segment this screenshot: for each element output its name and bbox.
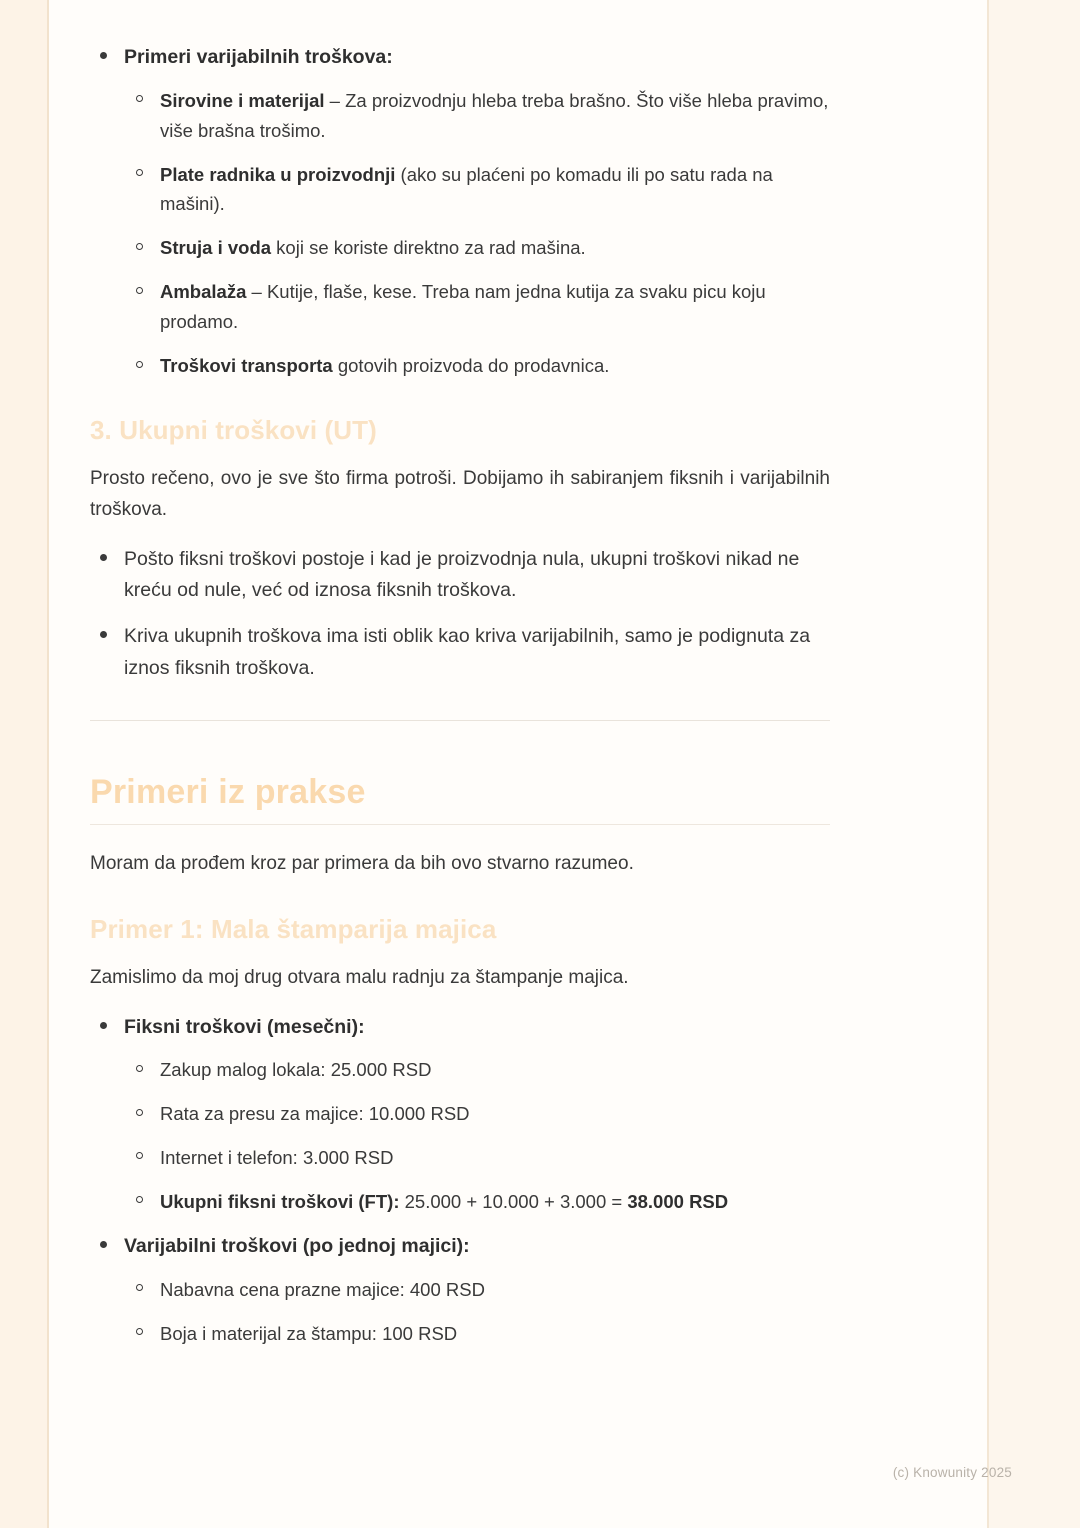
bullet-icon [100,1022,107,1029]
example1-heading: Primer 1: Mala štamparija majica [90,913,497,944]
watermark: (c) Knowunity 2025 [892,1465,1012,1480]
item-text: Internet i telefon: 3.000 RSD [160,1147,394,1169]
circle-bullet-icon [136,1196,143,1203]
page-right-rule [987,0,989,1528]
list-item [124,1099,830,1129]
item-text: Kriva ukupnih troškova ima isti oblik kao kriva varijabilnih, samo je podignuta za iznos fiksnih troškova. [124,625,811,679]
section-divider [90,720,830,721]
item-term: Ambalaža [160,281,247,303]
circle-bullet-icon [136,243,143,250]
item-text: 25.000 + 10.000 + 3.000 = [399,1191,628,1213]
fixed-costs-heading: Fiksni troškovi (mesečni): [124,1015,365,1038]
list-item [124,351,830,381]
item-term: Struja i voda [160,237,272,259]
list-item [124,1275,830,1305]
example1-paragraph: Zamislimo da moj drug otvara malu radnju za štampanje majica. [90,966,629,988]
item-term: Sirovine i materijal [160,89,325,111]
circle-bullet-icon [136,1152,143,1159]
page-left-margin [0,0,48,1528]
item-text: Pošto fiksni troškovi postoje i kad je proizvodnja nula, ukupni troškovi nikad ne kreću od nule, već od iznosa fiksnih troškova. [124,547,800,602]
circle-bullet-icon [136,169,143,176]
list-item [124,1055,830,1085]
list-item [124,277,830,337]
circle-bullet-icon [136,95,143,102]
variable-costs-list [90,42,830,381]
item-text: Rata za presu za majice: 10.000 RSD [160,1103,470,1125]
list-item [124,1187,830,1217]
item-text: – Kutije, flaše, kese. Treba nam jedna kutija za svaku picu koju prodamo. [160,281,766,333]
example1-cost-lists [90,1012,830,1349]
item-term: Troškovi transporta [160,355,333,377]
circle-bullet-icon [136,1065,143,1072]
bullet-icon [100,554,107,561]
item-text: Nabavna cena prazne majice: 400 RSD [160,1278,485,1300]
page-right-margin [988,0,1080,1528]
bullet-icon [100,631,107,638]
circle-bullet-icon [136,1284,143,1291]
practice-heading-underline [90,824,830,825]
circle-bullet-icon [136,1328,143,1335]
item-total: 38.000 RSD [627,1191,729,1213]
list-item [90,621,830,684]
item-text: – Za proizvodnju hleba treba brašno. Što više hleba pravimo, više brašna trošimo. [160,89,829,141]
list-item [124,1143,830,1173]
item-text: gotovih proizvoda do prodavnica. [332,355,610,377]
list-item [90,1231,830,1349]
item-text: koji se koriste direktno za rad mašina. [271,237,586,259]
bullet-icon [100,52,107,59]
document-content [90,42,830,1363]
variable-unit-sublist [124,1275,830,1349]
list-item [124,86,830,146]
page-left-rule [47,0,49,1528]
list-item [124,233,830,263]
item-text: (ako su plaćeni po komadu ili po satu rada na mašini). [160,163,773,215]
circle-bullet-icon [136,287,143,294]
circle-bullet-icon [136,1109,143,1116]
list-item [124,160,830,220]
item-text: Boja i materijal za štampu: 100 RSD [160,1322,458,1344]
list-item [90,544,830,607]
list-item [90,1012,830,1217]
variable-costs-heading: Primeri varijabilnih troškova: [124,46,393,68]
variable-costs-sublist [124,86,830,382]
total-costs-list [90,544,830,684]
list-item [90,42,830,381]
list-item [124,1319,830,1349]
practice-heading: Primeri iz prakse [90,773,366,812]
item-text: Zakup malog lokala: 25.000 RSD [160,1059,432,1081]
bullet-icon [100,1241,107,1248]
total-costs-heading: 3. Ukupni troškovi (UT) [90,415,377,446]
item-term: Plate radnika u proizvodnji [160,163,396,185]
item-term: Ukupni fiksni troškovi (FT): [160,1191,400,1213]
practice-paragraph: Moram da prođem kroz par primera da bih ovo stvarno razumeo. [90,853,634,875]
total-costs-paragraph: Prosto rečeno, ovo je sve što firma potroši. Dobijamo ih sabiranjem fiksnih i varijabilnih troškova. [90,468,830,521]
fixed-costs-sublist [124,1055,830,1217]
circle-bullet-icon [136,361,143,368]
variable-unit-heading: Varijabilni troškovi (po jednoj majici): [124,1235,470,1258]
